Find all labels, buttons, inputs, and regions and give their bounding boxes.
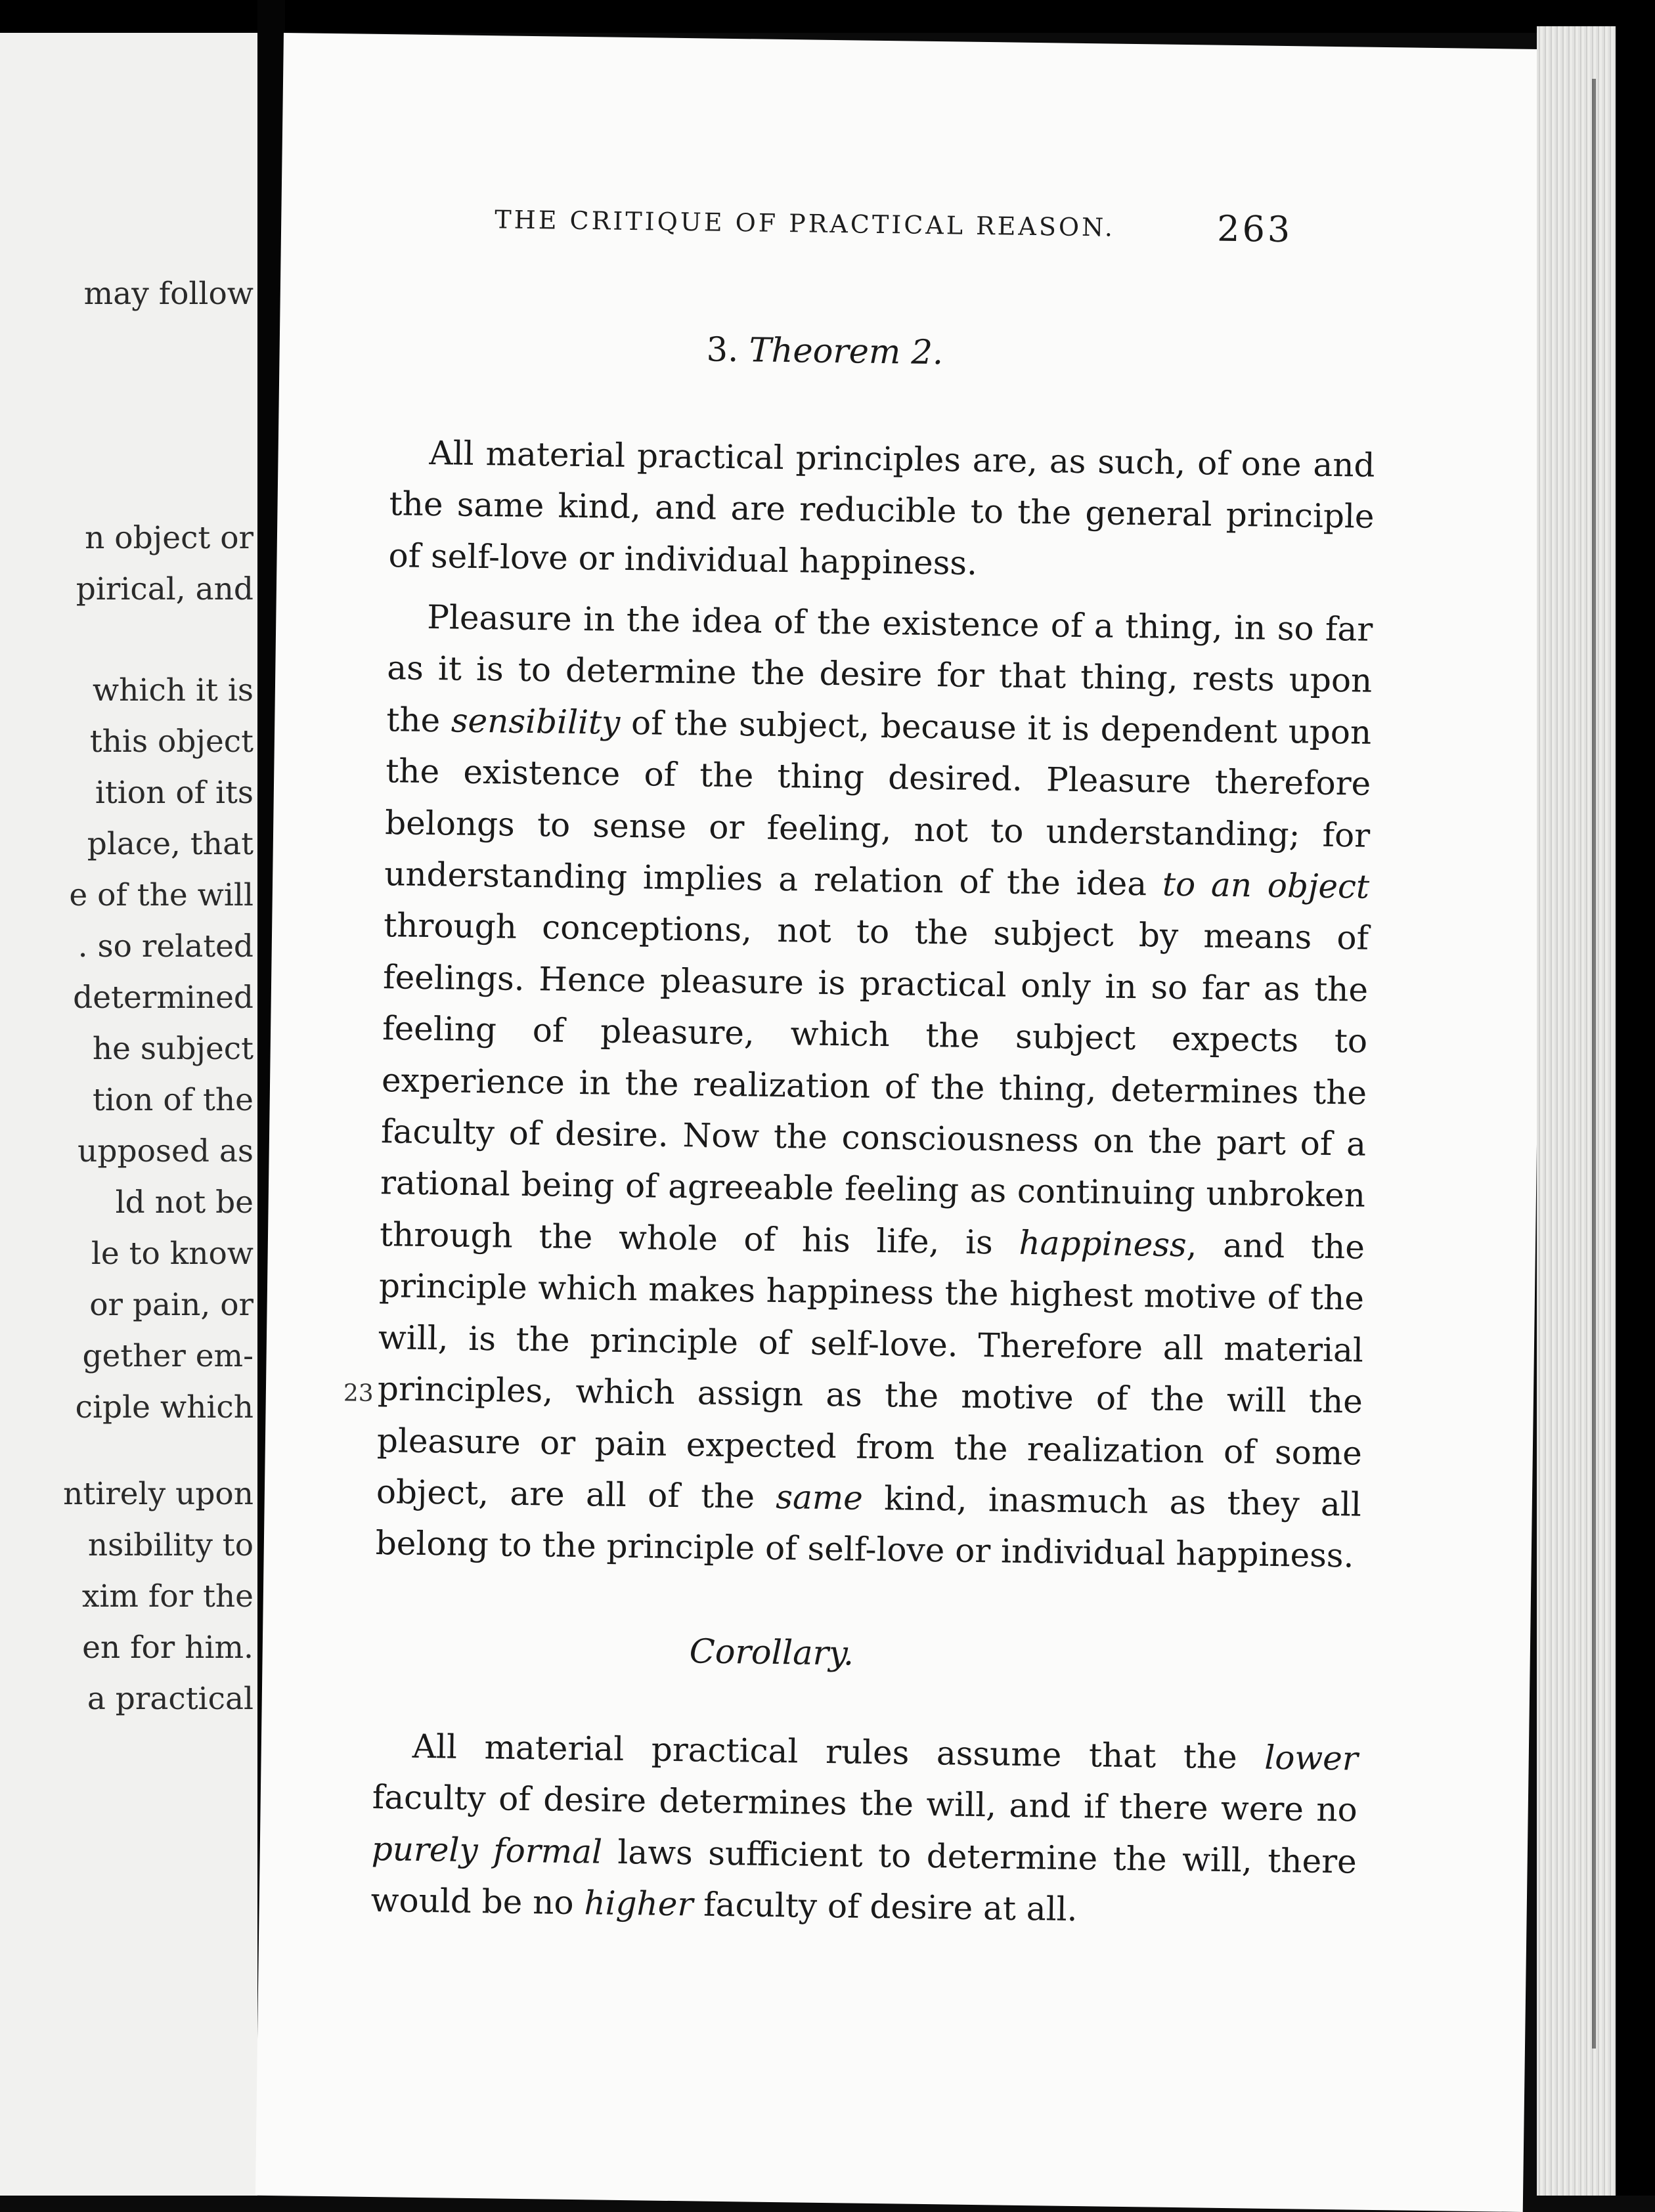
text-run: All material practical rules assume that the (412, 1727, 1265, 1777)
corollary-heading: Corollary. (689, 1632, 854, 1674)
theorem-explanation (375, 591, 1373, 1582)
left-line: which it is (92, 672, 254, 708)
book-page-edges (1537, 26, 1616, 2196)
running-head: THE CRITIQUE OF PRACTICAL REASON. (495, 205, 1116, 242)
main-page (255, 33, 1551, 2212)
left-line: pirical, and (76, 571, 254, 607)
text-run: through conceptions, not to the subject by means of feelings. Hence pleasure is practical only in so far as the feeling of pleasure, which the subject expects to experience in the realization of the thing, determines the faculty of desire. Now the consciousness on the part of a rational being of agreeable feeling as continuing unbroken through the whole of his life, is (379, 906, 1369, 1262)
corollary-text (370, 1720, 1358, 1939)
left-line: ld not be (115, 1184, 254, 1221)
text-run: laws sufficient to determine the will, there would be no (370, 1832, 1357, 1922)
left-line: ition of its (95, 775, 254, 811)
emphasis: to an object (1162, 865, 1370, 906)
left-line: ciple which (75, 1389, 254, 1425)
text-run: , and the principle which makes happiness the highest motive of the will, is the principle of self-love. Therefore all material principles, which assign as the motive of the will the pleasure or pain expected from the realization of some object, are all of the (376, 1226, 1365, 1516)
left-line: n object or (85, 520, 254, 556)
text-run: faculty of desire determines the will, and if there were no (372, 1778, 1358, 1830)
left-line: place, that (87, 826, 254, 862)
emphasis: purely formal (371, 1829, 603, 1871)
emphasis: sensibility (451, 701, 621, 742)
left-line: . so related (77, 928, 254, 965)
left-line: he subject (92, 1031, 254, 1067)
left-page (0, 33, 257, 2196)
left-line: this object (89, 724, 254, 760)
emphasis: same (776, 1477, 864, 1517)
text-run: Pleasure in the idea of the existence of a thing, in so far as it is to determine the desire for that thing, rests upon the (386, 597, 1373, 740)
text-run: faculty of desire at all. (692, 1885, 1078, 1929)
emphasis: lower (1264, 1738, 1359, 1778)
scan-top-border (0, 0, 1655, 33)
left-line: or pain, or (89, 1287, 254, 1323)
theorem-statement: All material practical principles are, as such, of one and the same kind, and are reducible to the general principle of self-love or individual happiness. (388, 433, 1375, 582)
left-line: nsibility to (87, 1527, 254, 1563)
page-number: 263 (1216, 207, 1293, 251)
scan-right-border (1616, 0, 1655, 2196)
left-line: may follow (83, 276, 254, 312)
text-run: of the subject, because it is dependent upon the existence of the thing desired. Pleasure therefore belongs to sense or feeling, not to understanding; for understanding implies a relation of the idea (384, 703, 1372, 903)
text-run: kind, inasmuch as they all belong to the principle of self-love or individual happiness. (375, 1479, 1362, 1575)
edge-shadow-line (1592, 79, 1596, 2049)
left-line: ntirely upon (63, 1476, 254, 1512)
emphasis: happiness (1019, 1223, 1187, 1265)
left-line: tion of the (92, 1082, 254, 1118)
margin-line-number: 23 (343, 1379, 374, 1407)
emphasis: higher (584, 1884, 694, 1924)
left-line: le to know (91, 1236, 254, 1272)
left-line: gether em- (82, 1338, 254, 1374)
left-line: xim for the (81, 1578, 254, 1615)
section-number: 3. (706, 330, 739, 370)
left-line: en for him. (82, 1630, 254, 1666)
left-line: determined (73, 980, 254, 1016)
left-line: upposed as (77, 1133, 254, 1169)
section-heading (706, 330, 943, 372)
left-line: e of the will (69, 877, 254, 913)
section-title: Theorem 2. (749, 331, 944, 373)
left-line: a practical (87, 1681, 254, 1717)
